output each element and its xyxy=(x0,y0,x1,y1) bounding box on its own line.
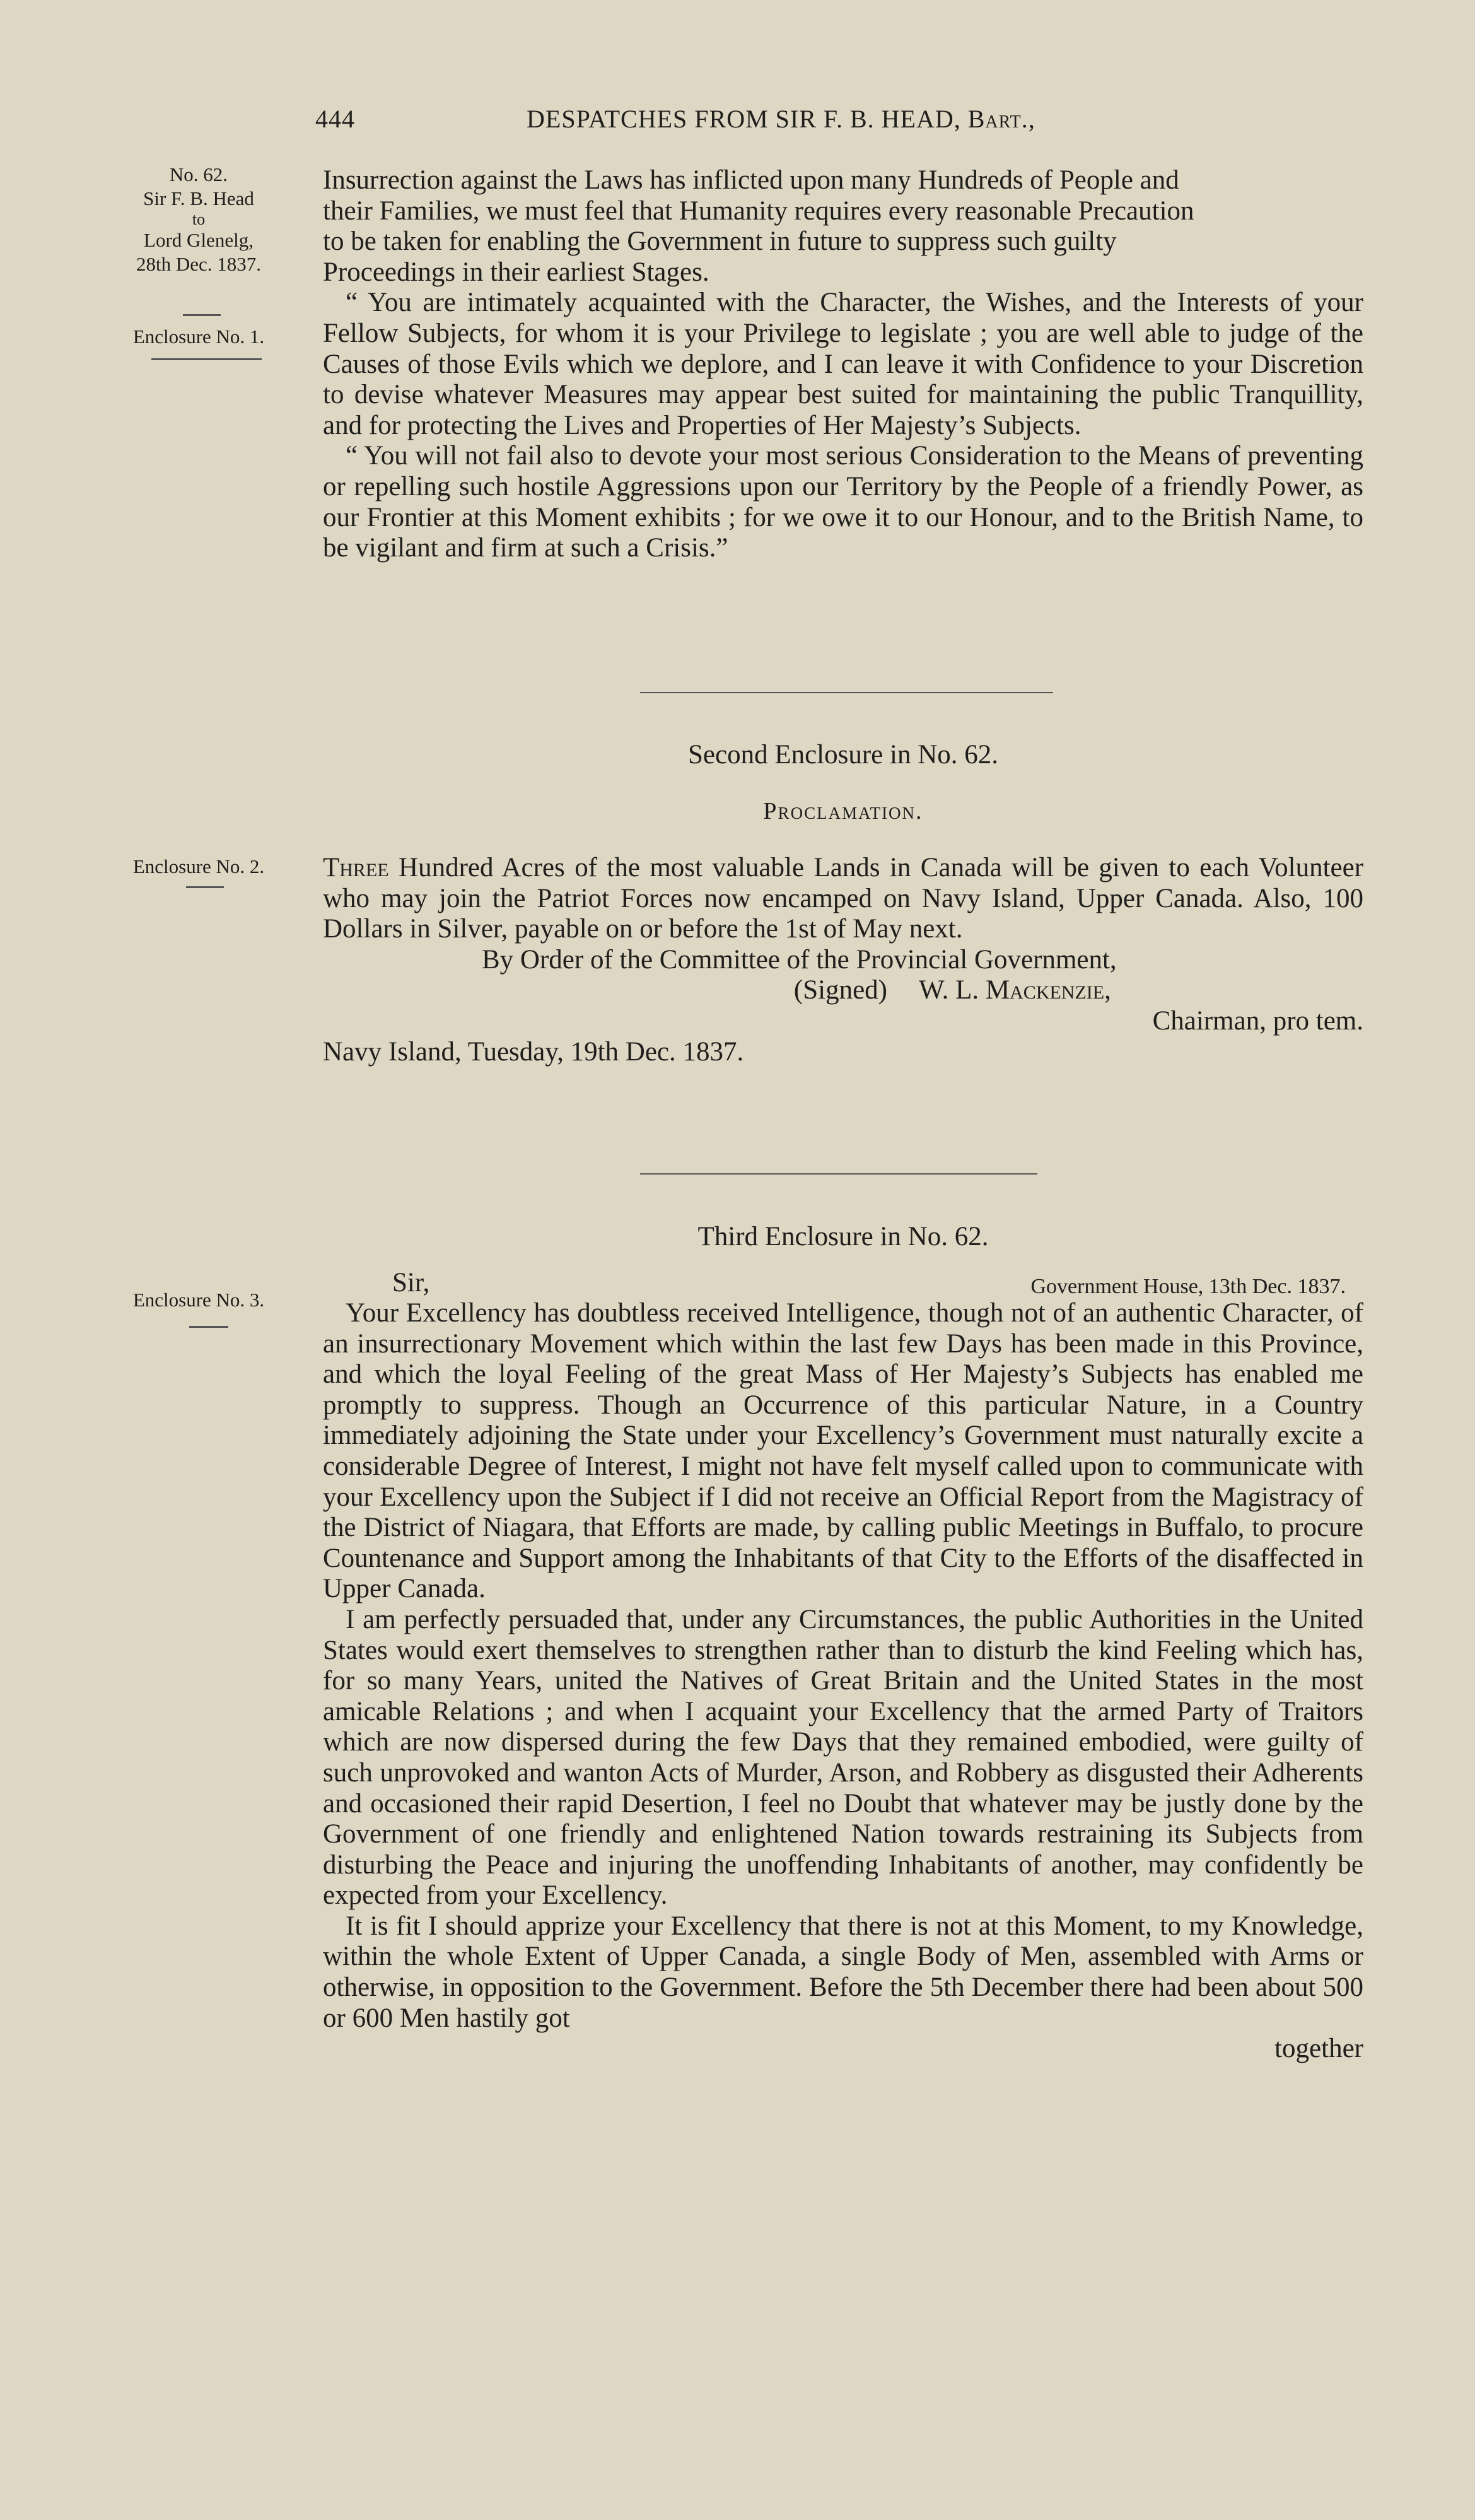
salutation: Sir, xyxy=(392,1268,430,1298)
paragraph: Your Excellency has doubtless received Intelligence, though not of an authentic Character, of an insurrectionary Movement which within the last few Days has been made in this Province, and which the loyal Feeling of the great Mass of Her Majesty’s Subjects has enabled me promptly to suppress. Though an Occurrence of this particular Nature, in a Country immediately adjoining the State under your Excellency’s Government must naturally excite a considerable Degree of Interest, I might not have felt myself called upon to communicate with your Excellency upon the Subject if I did not receive an Official Report from the Magistracy of the District of Niagara, that Efforts are made, by calling public Meetings in Buffalo, to procure Countenance and Support among the Inhabitants of that City to the Efforts of the disaffected in Upper Canada. xyxy=(323,1298,1363,1604)
title-suffix: Bart., xyxy=(967,105,1035,133)
place-date: Navy Island, Tuesday, 19th Dec. 1837. xyxy=(323,1036,744,1067)
catchword: together xyxy=(1274,2034,1363,2064)
signed-label: (Signed) xyxy=(793,975,887,1005)
signer-position: Chairman, pro tem. xyxy=(1152,1005,1363,1036)
paragraph: I am perfectly persuaded that, under any Circumstances, the public Authorities in the United States would exert themselves to strengthen rather than to disturb the kind Feeling which has, for so many Years, united the Natives of Great Britain and the United States in the most amicable Relations ; and when I acquaint your Excellency that the armed Party of Traitors which are now dispersed during the few Days that they remained embodied, were guilty of such unprovoked and wanton Acts of Murder, Arson, and Robbery as disgusted their Adherents and occasioned their rapid Desertion, I feel no Doubt that whatever may be justly done by the Government of one friendly and enlightened Nation towards restraining its Subjects from disturbing the Peace and injuring the unoffending Inhabitants of another, may confidently be expected from your Excellency. xyxy=(323,1604,1363,1911)
margin-letter-date: 28th Dec. 1837. xyxy=(136,253,262,275)
paragraph: It is fit I should apprize your Excellency that there is not at this Moment, to my Knowledge, within the whole Extent of Upper Canada, a single Body of Men, assembled with Arms or otherwise, in opposition to the Government. Before the 5th December there had been about 500 or 600 Men hastily got xyxy=(323,1911,1363,2033)
paragraph-text: Hundred Acres of the most valuable Lands in Canada will be given to each Volunteer who may join the Patriot Forces now encamped on Navy Island, Upper Canada. Also, 100 Dollars in Silver, payable on or before the 1st of May next. xyxy=(323,853,1364,944)
page-title xyxy=(527,104,1035,134)
margin-letter-recipient: Lord Glenelg, xyxy=(144,229,254,251)
text-line: to be taken for enabling the Government in future to suppress such guilty xyxy=(323,226,1117,257)
page-number: 444 xyxy=(315,105,355,133)
margin-enclosure-2: Enclosure No. 2. xyxy=(132,855,265,877)
second-enclosure-heading: Second Enclosure in No. 62. xyxy=(687,740,999,770)
section-divider xyxy=(640,692,1053,693)
enclosure-2-text xyxy=(323,853,1363,1067)
text-line: their Families, we must feel that Humanity requires every reasonable Precaution xyxy=(323,196,1194,226)
enclosure-3-text xyxy=(323,1268,1363,2065)
paragraph xyxy=(323,853,1363,945)
margin-divider xyxy=(183,314,221,316)
margin-divider xyxy=(186,886,224,888)
order-line: By Order of the Committee of the Provincial Government, xyxy=(482,944,1117,975)
margin-divider xyxy=(189,1326,228,1328)
margin-enclosure-1: Enclosure No. 1. xyxy=(132,325,265,348)
enclosure-1-text xyxy=(323,165,1363,564)
title-main: DESPATCHES FROM SIR F. B. HEAD, xyxy=(527,105,961,133)
margin-enclosure-3: Enclosure No. 3. xyxy=(132,1289,265,1311)
text-line: Proceedings in their earliest Stages. xyxy=(323,257,709,287)
proclamation-heading: Proclamation. xyxy=(763,798,923,824)
section-divider xyxy=(640,1173,1037,1175)
signature-line xyxy=(323,975,1363,1006)
margin-divider xyxy=(151,358,262,360)
paragraph: “ You are intimately acquainted with the Character, the Wishes, and the Interests of your Fellow Subjects, for whom it is your Privilege to legislate ; you are well able to judge of the Causes of those Evils which we deplore, and I can leave it with Confidence to your Discretion to devise whatever Measures may appear best suited for maintaining the public Tranquillity, and for protecting the Lives and Properties of Her Majesty’s Subjects. xyxy=(323,288,1363,440)
first-word: Three xyxy=(323,853,389,882)
signer-surname: Mackenzie, xyxy=(985,975,1111,1005)
margin-letter-from: Sir F. B. Head xyxy=(143,187,254,209)
signer-initials: W. L. xyxy=(919,975,979,1005)
dateline: Government House, 13th Dec. 1837. xyxy=(1030,1275,1346,1298)
margin-letter-to: to xyxy=(192,210,206,228)
paragraph: “ You will not fail also to devote your most serious Consideration to the Means of preventing or repelling such hostile Aggressions upon our Territory by the People of a friendly Power, as our Frontier at this Moment exhibits ; for we owe it to our Honour, and to the British Name, to be vigilant and firm at such a Crisis.” xyxy=(323,441,1363,563)
margin-letter-reference xyxy=(95,163,303,276)
salutation-line xyxy=(323,1268,1363,1298)
margin-letter-number: No. 62. xyxy=(169,163,228,185)
third-enclosure-heading: Third Enclosure in No. 62. xyxy=(697,1222,989,1251)
text-line: Insurrection against the Laws has inflicted upon many Hundreds of People and xyxy=(323,165,1179,195)
